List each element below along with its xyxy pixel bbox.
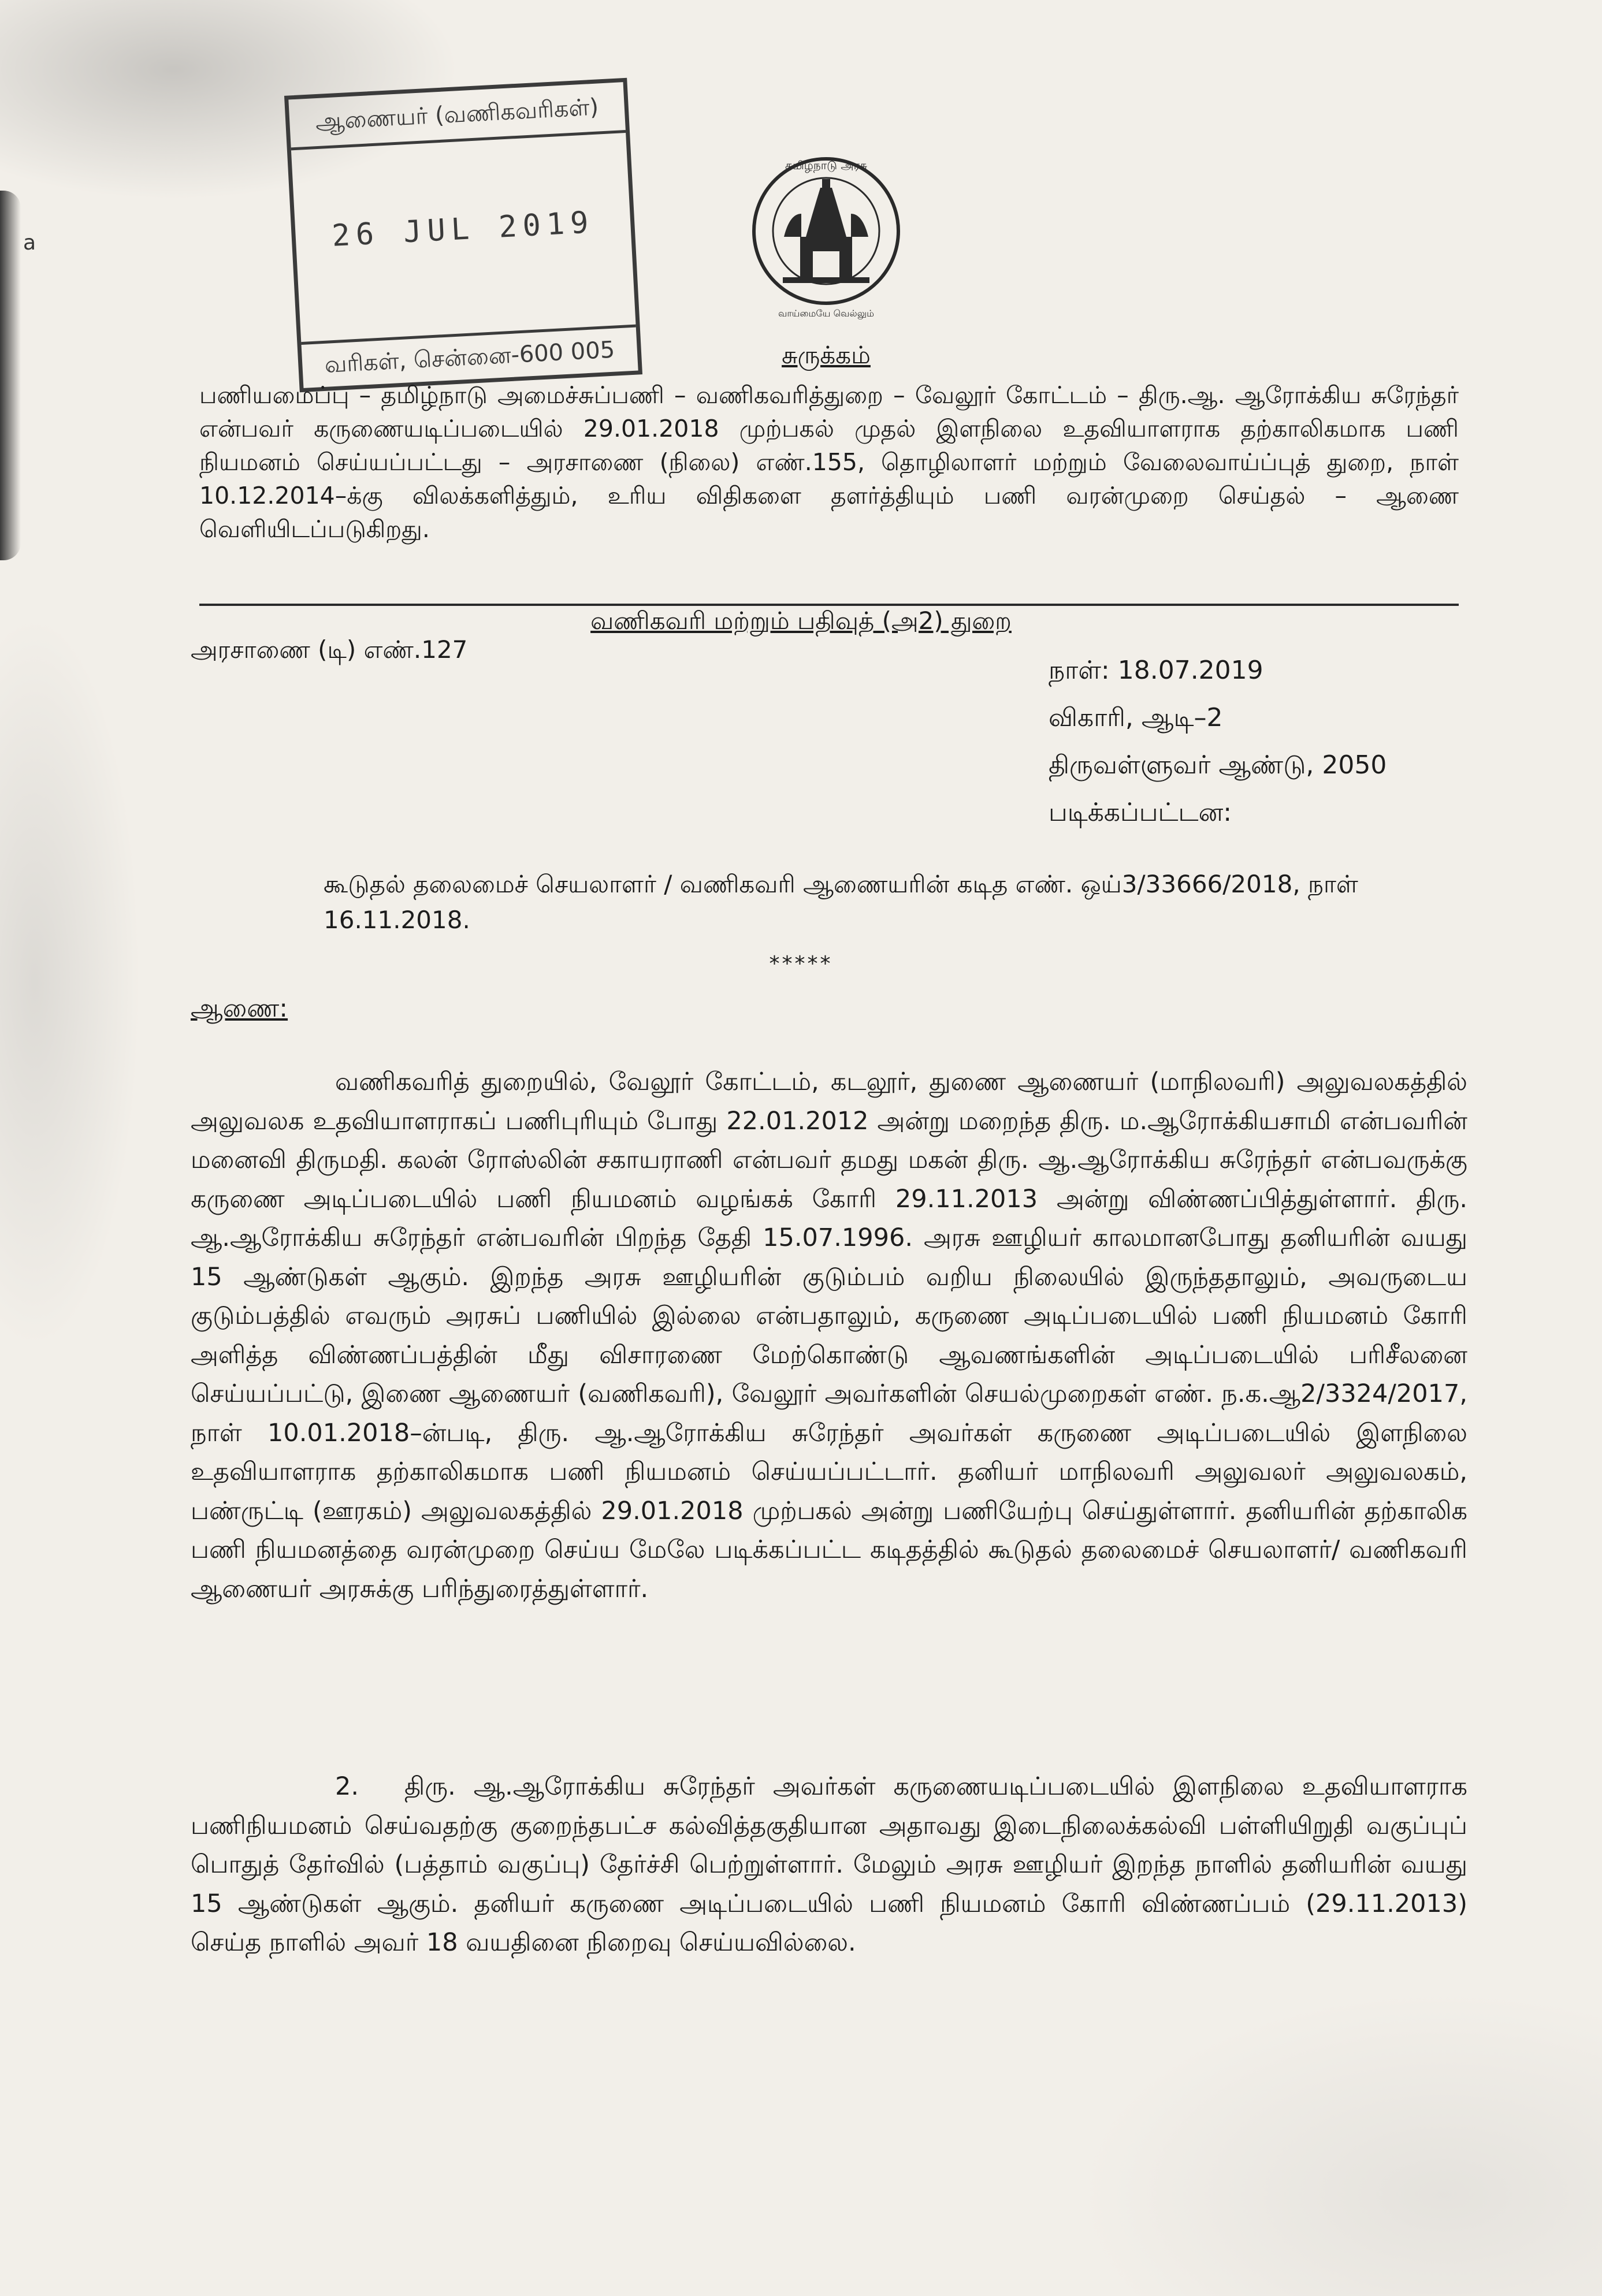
scan-edge-shadow (0, 191, 21, 560)
paragraph-number: 2. (335, 1772, 359, 1801)
emblem-ring-text: தமிழ்நாடு அரசு (785, 158, 867, 172)
emblem-motto: வாய்மையே வெல்லும் (778, 308, 874, 319)
paragraph-2-text: திரு. ஆ.ஆரோக்கிய சுரேந்தர் அவர்கள் கருணையடிப்படையில் இளநிலை உதவியாளராக பணிநியமனம் செய்வதற்கு குறைந்தபட்ச கல்வித்தகுதியான அதாவது இடைநிலைக்கல்வி பள்ளியிறுதி வகுப்புப் பொதுத் தேர்வில் (பத்தாம் வகுப்பு) தேர்ச்சி பெற்றுள்ளார். மேலும் அரசு ஊழியர் இறந்த நாளில் தனியரின் வயது 15 ஆண்டுகள் ஆகும். தனியர் கருணை அடிப்படையில் பணி நியமனம் கோரி விண்ணப்பம் (29.11.2013) செய்த நாளில் அவர் 18 வயதினை நிறைவு செய்யவில்லை. (191, 1772, 1467, 1957)
thiruvalluvar-year: திருவள்ளுவர் ஆண்டு, 2050 (1049, 750, 1387, 780)
order-date-block (1049, 647, 1387, 836)
stamp-office: ஆணையர் (வணிகவரிகள்) (289, 92, 626, 150)
order-paragraph-2 (191, 1767, 1467, 1963)
margin-mark: a (23, 231, 36, 255)
tamil-calendar-date: விகாரி, ஆடி–2 (1049, 703, 1223, 732)
order-paragraph-1: வணிகவரித் துறையில், வேலூர் கோட்டம், கடலூர், துணை ஆணையர் (மாநிலவரி) அலுவலகத்தில் அலுவலக உதவியாளராகப் பணிபுரியும் போது 22.01.2012 அன்று மறைந்த திரு. ம.ஆரோக்கியசாமி என்பவரின் மனைவி திருமதி. கலன் ரோஸ்லின் சகாயராணி என்பவர் தமது மகன் திரு. ஆ.ஆரோக்கிய சுரேந்தர் என்பவருக்கு கருணை அடிப்படையில் பணி நியமனம் வழங்கக் கோரி 29.11.2013 அன்று விண்ணப்பித்துள்ளார். திரு. ஆ.ஆரோக்கிய சுரேந்தர் என்பவரின் பிறந்த தேதி 15.07.1996. அரசு ஊழியர் காலமானபோது தனியரின் வயது 15 ஆண்டுகள் ஆகும். இறந்த அரசு ஊழியரின் குடும்பம் வறிய நிலையில் இருந்ததாலும், அவருடைய குடும்பத்தில் எவரும் அரசுப் பணியில் இல்லை என்பதாலும், கருணை அடிப்படையில் பணி நியமனம் கோரி அளித்த விண்ணப்பத்தின் மீது விசாரணை மேற்கொண்டு ஆவணங்களின் அடிப்படையில் பரிசீலனை செய்யப்பட்டு, இணை ஆணையர் (வணிகவரி), வேலூர் அவர்களின் செயல்முறைகள் எண். ந.க.ஆ2/3324/2017, நாள் 10.01.2018–ன்படி, திரு. ஆ.ஆரோக்கிய சுரேந்தர் அவர்கள் கருணை அடிப்படையில் இளநிலை உதவியாளராக தற்காலிகமாக பணி நியமனம் செய்யப்பட்டார். தனியர் மாநிலவரி அலுவலர் அலுவலகம், பண்ருட்டி (ஊரகம்) அலுவலகத்தில் 29.01.2018 முற்பகல் அன்று பணியேற்பு செய்துள்ளார். தனியரின் தற்காலிக பணி நியமனத்தை வரன்முறை செய்ய மேலே படிக்கப்பட்ட கடிதத்தில் கூடுதல் தலைமைச் செயலாளர்/ வணிகவரி ஆணையர் அரசுக்கு பரிந்துரைத்துள்ளார். (191, 1067, 1467, 1603)
header-divider (199, 604, 1459, 606)
order-date: நாள்: 18.07.2019 (1049, 656, 1263, 685)
stamp-date: 26 JUL 2019 (331, 205, 595, 254)
government-order-number: அரசாணை (டி) எண்.127 (191, 635, 468, 664)
tamil-nadu-emblem (748, 150, 904, 323)
summary-heading: சுருக்கம் (782, 341, 871, 369)
reference-letter: கூடுதல் தலைமைச் செயலாளர் / வணிகவரி ஆணையரின் கடித எண். ஒய்3/33666/2018, நாள் 16.11.2018. (324, 870, 1358, 934)
received-stamp (284, 78, 642, 392)
separator-stars: ***** (769, 952, 833, 976)
subject-summary: பணியமைப்பு – தமிழ்நாடு அமைச்சுப்பணி – வணிகவரித்துறை – வேலூர் கோட்டம் – திரு.ஆ. ஆரோக்கிய சுரேந்தர் என்பவர் கருணையடிப்படையில் 29.01.2018 முற்பகல் முதல் இளநிலை உதவியாளராக தற்காலிகமாக பணி நியமனம் செய்யப்பட்டது – அரசாணை (நிலை) எண்.155, தொழிலாளர் மற்றும் வேலைவாய்ப்புத் துறை, நாள் 10.12.2014–க்கு விலக்களித்தும், உரிய விதிகளை தளர்த்தியும் பணி வரன்முறை செய்தல் – ஆணை வெளியிடப்படுகிறது. (199, 381, 1459, 543)
stamp-address: வரிகள், சென்னை-600 005 (301, 325, 638, 382)
read-label: படிக்கப்பட்டன: (1049, 798, 1232, 827)
department-name: வணிகவரி மற்றும் பதிவுத் (அ2) துறை (590, 606, 1012, 635)
order-heading: ஆணை: (191, 993, 288, 1023)
